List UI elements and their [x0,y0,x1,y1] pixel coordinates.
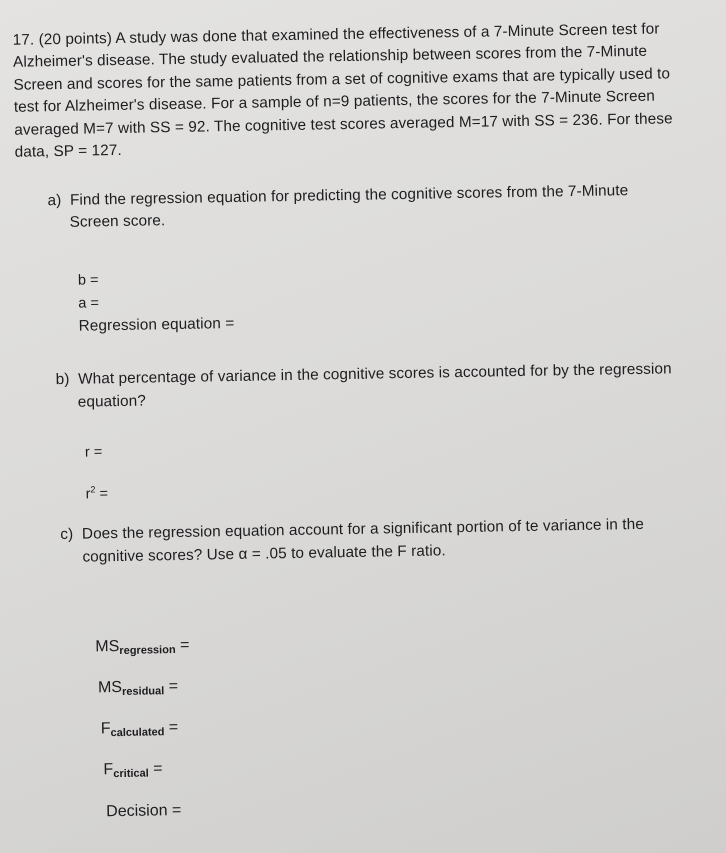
part-a-prompt: Screen score. [47,212,166,232]
ms-residual-label: $MS_{residual}$ = [97,677,179,698]
part-c-prompt: cognitive scores? Use α = .05 to evaluate the F ratio. [60,542,446,567]
ms-regression-label: $MS_{regression}$ = [95,636,190,658]
regression-equation-label: Regression equation = [78,314,235,335]
r-label: r = [84,444,103,461]
part-b-prompt: b) What percentage of variance in the cognitive scores is accounted for by the regression [55,360,672,389]
r-squared-label: $r^2$ = [85,484,109,503]
question-line: Alzheimer's disease. The study evaluated the relationship between scores from the 7-Minute [12,42,648,71]
f-critical-label: $F_{critical}$ = [103,760,163,781]
part-b-prompt: equation? [55,392,147,412]
question-line: test for Alzheimer's disease. For a sample of n=9 patients, the scores for the 7-Minute Screen [13,87,656,116]
f-calculated-label: $F_{calculated}$ = [100,719,179,740]
question-line: Screen and scores for the same patients from a set of cognitive exams that are typically used to [13,65,671,94]
b-label: b = [77,272,99,289]
part-c-prompt: c) Does the regression equation account for a significant portion of te variance in the [60,515,645,544]
part-a-prompt: a) Find the regression equation for predicting the cognitive scores from the 7-Minute [47,182,629,210]
question-line: averaged M=7 with SS = 92. The cognitive test scores averaged M=17 with SS = 236. For these [14,110,673,139]
question-line: data, SP = 127. [14,141,122,161]
decision-label: Decision = [106,801,182,821]
question-line: 17. (20 points) A study was done that examined the effectiveness of a 7-Minute Screen test for [12,20,660,49]
a-label: a = [78,295,100,312]
